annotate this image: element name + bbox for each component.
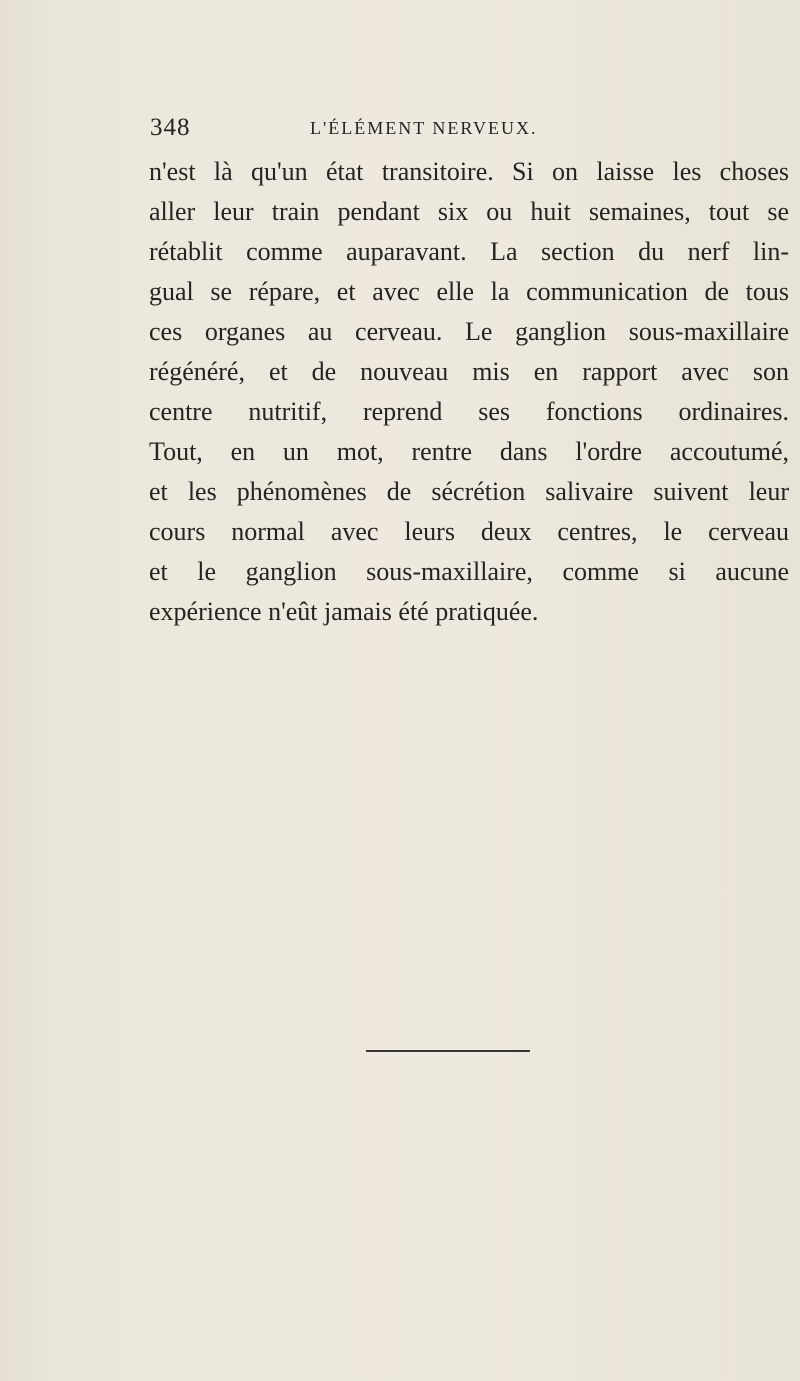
- text-line: aller leur train pendant six ou huit semaines, tout se: [149, 197, 789, 226]
- text-line: ces organes au cerveau. Le ganglion sous-maxillaire: [149, 317, 789, 346]
- text-line: n'est là qu'un état transitoire. Si on laisse les choses: [149, 157, 789, 186]
- text-line: et les phénomènes de sécrétion salivaire suivent leur: [149, 477, 789, 506]
- text-line: régénéré, et de nouveau mis en rapport avec son: [149, 357, 789, 386]
- section-divider: [366, 1050, 530, 1052]
- running-title: L'ÉLÉMENT NERVEUX.: [310, 118, 538, 138]
- text-line: cours normal avec leurs deux centres, le cerveau: [149, 517, 789, 546]
- text-line: expérience n'eût jamais été pratiquée.: [149, 597, 539, 626]
- text-line: rétablit comme auparavant. La section du nerf lin-: [149, 237, 789, 266]
- text-line: Tout, en un mot, rentre dans l'ordre accoutumé,: [149, 437, 789, 466]
- text-line: centre nutritif, reprend ses fonctions ordinaires.: [149, 397, 789, 426]
- page-number: 348: [150, 114, 191, 141]
- body-paragraph: [149, 152, 789, 632]
- text-line: gual se répare, et avec elle la communication de tous: [149, 277, 789, 306]
- running-head: [150, 114, 670, 144]
- text-line: et le ganglion sous-maxillaire, comme si aucune: [149, 557, 789, 586]
